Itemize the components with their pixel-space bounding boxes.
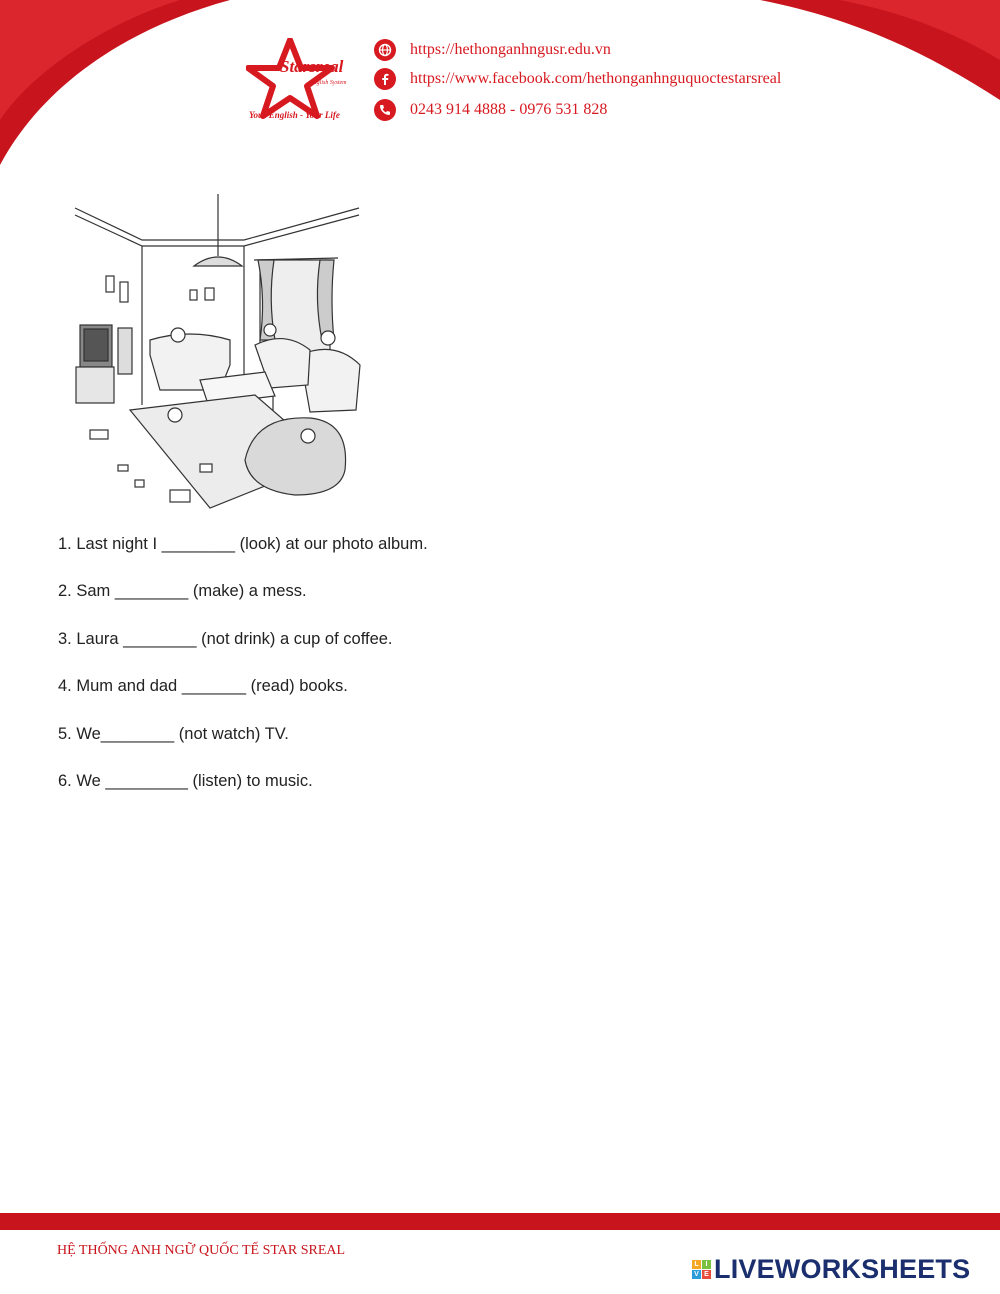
logo-name: Starsreal [280,57,344,76]
contact-website-text: https://hethonganhngusr.edu.vn [410,41,611,58]
badge-letter-i: I [702,1260,711,1269]
logo-tagline: Your English - Your Life [249,110,340,120]
contact-phone-text: 0243 914 4888 - 0976 531 828 [410,101,608,118]
contact-phone[interactable] [374,99,607,121]
question-6: 6. We _________ (listen) to music. [58,771,313,790]
badge-letter-e: E [702,1270,711,1279]
facebook-icon [374,68,396,90]
liveworksheets-wordmark: LIVEWORKSHEETS [714,1253,971,1284]
question-3: 3. Laura ________ (not drink) a cup of coffee. [58,629,393,648]
question-1: 1. Last night I ________ (look) at our photo album. [58,535,428,553]
contact-website[interactable] [374,39,611,61]
question-list [58,534,938,818]
question-5: 5. We________ (not watch) TV. [58,724,289,743]
footer-organization: HỆ THỐNG ANH NGỮ QUỐC TẾ STAR SREAL [57,1243,346,1258]
liveworksheets-logo[interactable] [692,1254,970,1284]
footer-divider [0,1213,1000,1230]
question-4: 4. Mum and dad _______ (read) books. [58,677,348,696]
liveworksheets-badge-icon [692,1260,711,1279]
phone-icon [374,99,396,121]
contact-facebook[interactable] [374,68,781,90]
badge-letter-l: L [692,1260,701,1269]
badge-letter-v: V [692,1270,701,1279]
living-room-illustration [70,190,365,515]
contact-facebook-text: https://www.facebook.com/hethonganhnguquoctestarsreal [410,70,782,87]
logo-subtitle: English System [310,80,347,86]
question-2: 2. Sam ________ (make) a mess. [58,582,307,601]
globe-icon [374,39,396,61]
